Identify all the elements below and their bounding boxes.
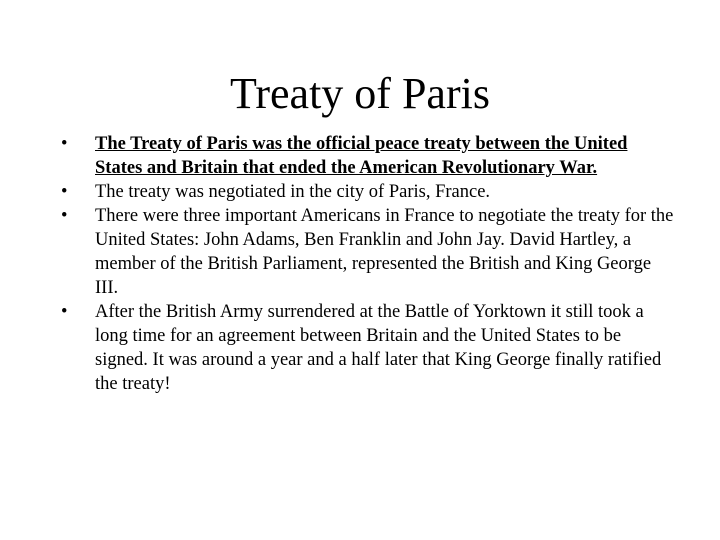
bullet-marker: • bbox=[61, 302, 68, 322]
bullet-item bbox=[55, 180, 675, 204]
bullet-item bbox=[55, 132, 675, 180]
bullet-text-emphasized: The Treaty of Paris was the official peace treaty between the United States and Britain that ended the American Revolutionary War. bbox=[95, 134, 628, 178]
bullet-text: There were three important Americans in France to negotiate the treaty for the United States: John Adams, Ben Franklin and John Jay. David Hartley, a member of the British Parliament, represented the British and King George III. bbox=[95, 206, 674, 298]
bullet-marker: • bbox=[61, 134, 68, 154]
bullet-marker: • bbox=[61, 182, 68, 202]
slide-title: Treaty of Paris bbox=[230, 69, 490, 118]
bullet-marker: • bbox=[61, 206, 68, 226]
bullet-item bbox=[55, 204, 675, 300]
bullet-text: The treaty was negotiated in the city of Paris, France. bbox=[95, 182, 491, 202]
bullet-text: After the British Army surrendered at the Battle of Yorktown it still took a long time for an agreement between Britain and the United States to be signed. It was around a year and a half later that King George finally ratified the treaty! bbox=[95, 302, 662, 394]
bullet-item bbox=[55, 300, 675, 396]
bullet-list bbox=[55, 132, 675, 396]
